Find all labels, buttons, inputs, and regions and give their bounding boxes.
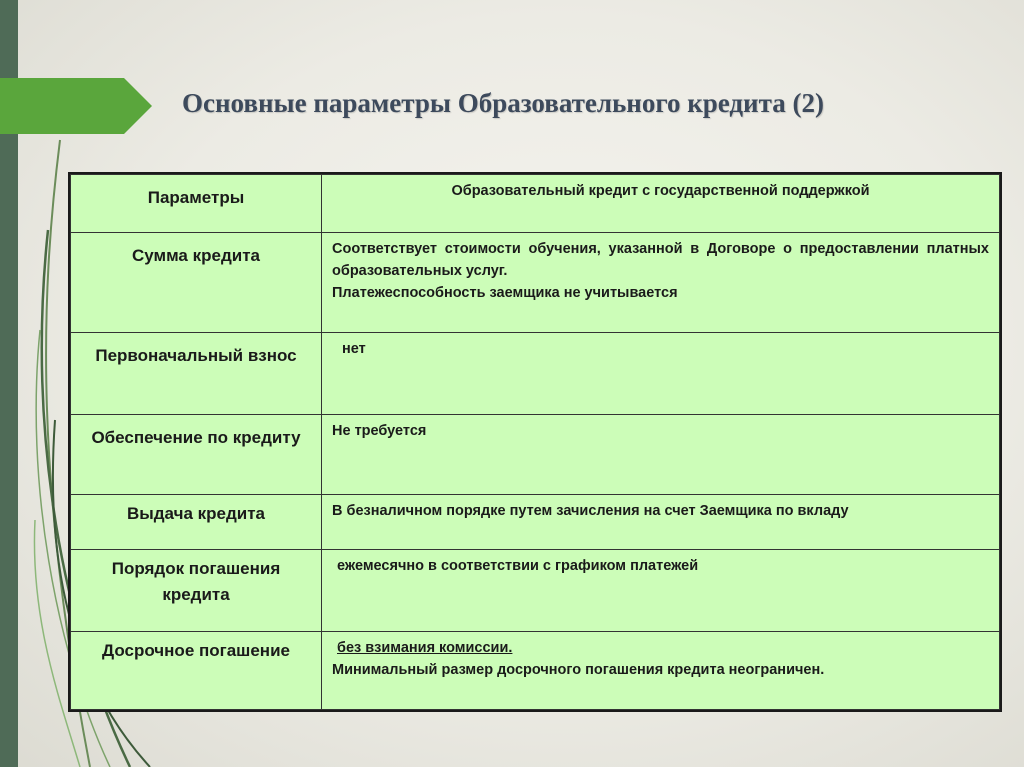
value-cell xyxy=(322,550,1000,632)
header-value-label: Образовательный кредит с государственной поддержкой xyxy=(451,183,870,199)
value-cell xyxy=(322,233,1000,333)
param-label: Сумма кредита xyxy=(132,246,260,265)
title-arrow-icon xyxy=(0,78,152,134)
table-row xyxy=(71,495,1000,550)
header-param-label: Параметры xyxy=(147,188,245,207)
param-cell xyxy=(71,333,322,415)
value-text: Соответствует стоимости обучения, указанной в Договоре о предоставлении платных образовательных услуг. xyxy=(332,241,989,279)
value-cell xyxy=(322,632,1000,710)
header-value-cell xyxy=(322,175,1000,233)
param-cell xyxy=(71,233,322,333)
param-label: Порядок погашения кредита xyxy=(111,559,281,604)
param-cell xyxy=(71,550,322,632)
value-cell xyxy=(322,333,1000,415)
param-cell xyxy=(71,415,322,495)
parameters-table xyxy=(68,172,1002,712)
table-row xyxy=(71,333,1000,415)
value-text: Не требуется xyxy=(332,423,427,439)
table-header-row xyxy=(71,175,1000,233)
value-text: В безналичном порядке путем зачисления на счет Заемщика по вкладу xyxy=(332,503,849,519)
header-param-cell xyxy=(71,175,322,233)
param-label: Выдача кредита xyxy=(126,504,266,523)
param-label: Обеспечение по кредиту xyxy=(91,428,301,447)
table-row xyxy=(71,632,1000,710)
table-row xyxy=(71,233,1000,333)
param-cell xyxy=(71,495,322,550)
value-cell xyxy=(322,495,1000,550)
value-text-secondary: Платежеспособность заемщика не учитывается xyxy=(332,285,678,301)
value-text: ежемесячно в соответствии с графиком платежей xyxy=(337,558,699,574)
param-label: Досрочное погашение xyxy=(102,641,290,660)
value-text-secondary: Минимальный размер досрочного погашения кредита неограничен. xyxy=(332,662,825,678)
param-label: Первоначальный взнос xyxy=(95,346,297,365)
value-text: нет xyxy=(342,341,366,357)
page-title: Основные параметры Образовательного кредита (2) xyxy=(182,88,824,118)
param-cell xyxy=(71,632,322,710)
table-row xyxy=(71,415,1000,495)
value-text: без взимания комиссии. xyxy=(337,640,513,656)
table-row xyxy=(71,550,1000,632)
value-cell xyxy=(322,415,1000,495)
